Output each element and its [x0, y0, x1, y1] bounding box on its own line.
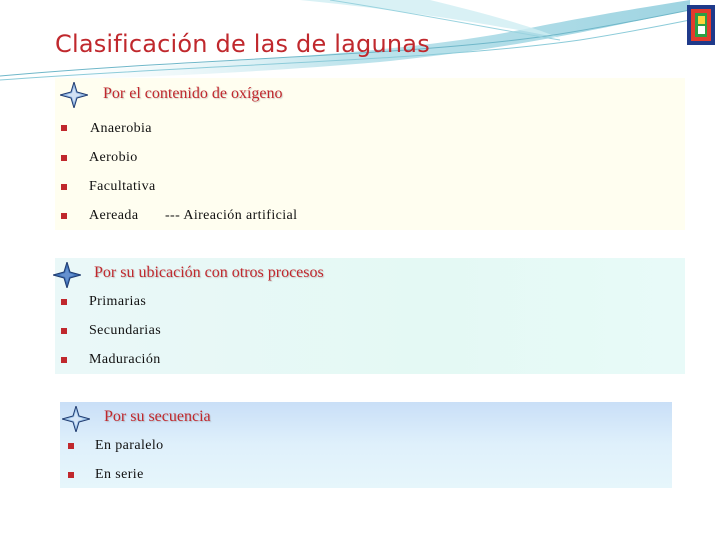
- bullet: [61, 125, 67, 131]
- list-item: Facultativa: [89, 179, 156, 194]
- list-item: Aerobio: [89, 150, 138, 165]
- four-point-star-icon: [60, 82, 88, 108]
- slide-title: Clasificación de las de lagunas: [55, 30, 430, 58]
- list-item: Secundarias: [89, 323, 162, 338]
- bullet: [61, 155, 67, 161]
- section-heading-sequence: Por su secuencia: [104, 408, 211, 425]
- list-item-note: --- Aireación artificial: [165, 208, 298, 223]
- list-item: Maduración: [89, 352, 161, 367]
- section-heading-location: Por su ubicación con otros procesos: [94, 264, 324, 281]
- list-item: En paralelo: [95, 438, 164, 453]
- bullet: [61, 299, 67, 305]
- section-heading-oxygen: Por el contenido de oxígeno: [103, 85, 283, 102]
- bullet: [61, 213, 67, 219]
- list-item: Anaerobia: [90, 121, 152, 136]
- list-item: Primarias: [89, 294, 147, 309]
- four-point-star-icon: [62, 406, 90, 432]
- bullet: [68, 472, 74, 478]
- logo-icon: [686, 4, 716, 46]
- four-point-star-icon: [53, 262, 81, 288]
- bullet: [61, 328, 67, 334]
- list-item: Aereada: [89, 208, 139, 223]
- bullet: [61, 184, 67, 190]
- bullet: [61, 357, 67, 363]
- list-item: En serie: [95, 467, 144, 482]
- bullet: [68, 443, 74, 449]
